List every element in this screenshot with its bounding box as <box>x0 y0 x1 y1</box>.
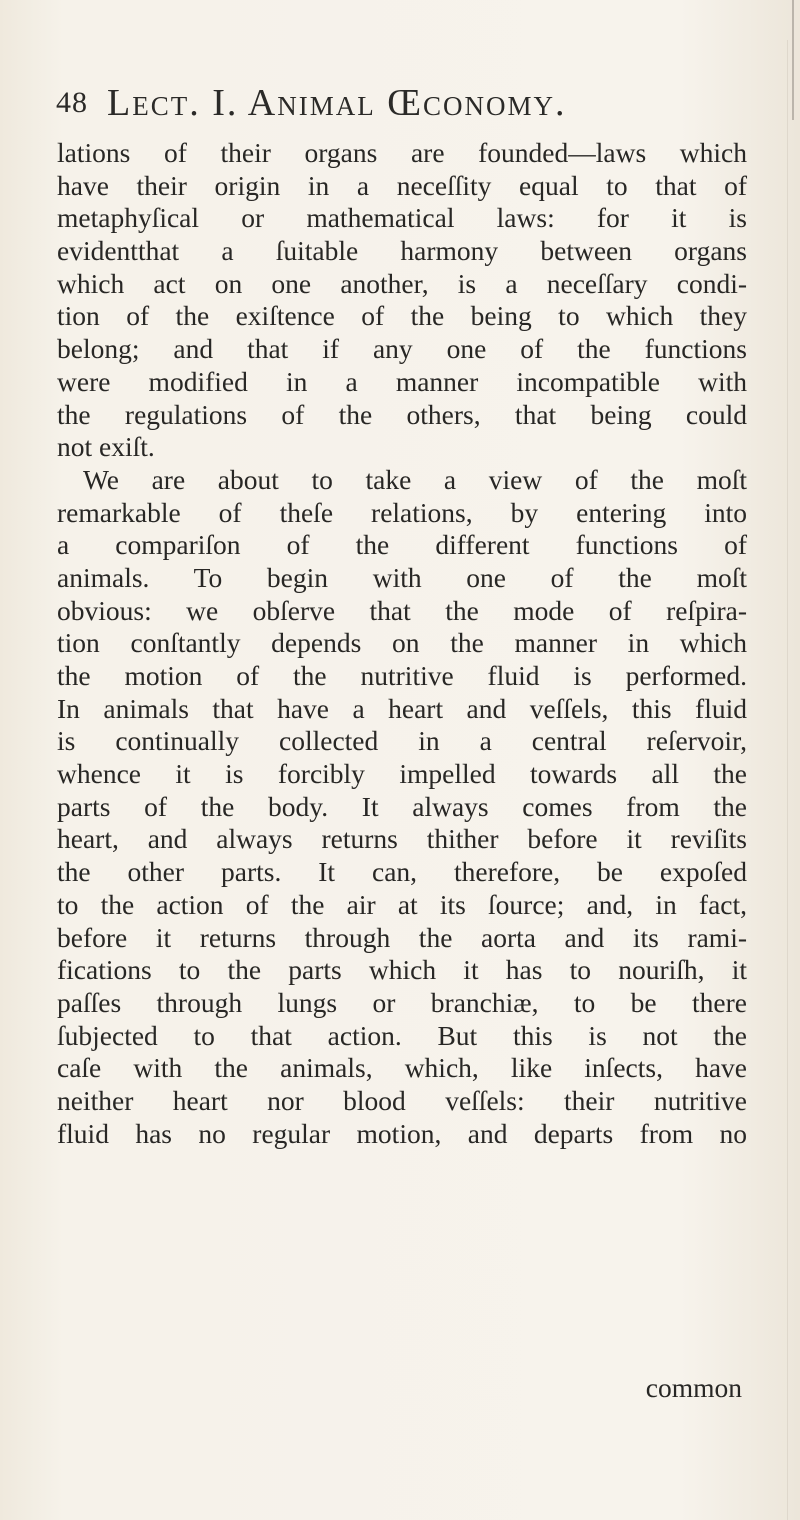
text-line: paſſes through lungs or branchiæ, to be there <box>57 986 747 1018</box>
text-line: before it returns through the aorta and its rami- <box>57 921 747 953</box>
page-edge <box>792 0 794 120</box>
text-line: parts of the body. It always comes from the <box>57 790 747 822</box>
text-line: neither heart nor blood veſſels: their nutritive <box>57 1084 747 1116</box>
text-line: a compariſon of the different functions of <box>57 529 747 561</box>
text-line: not exiſt. <box>57 431 155 463</box>
catchword: common <box>645 1372 742 1403</box>
text-line: caſe with the animals, which, like inſects, have <box>57 1052 747 1084</box>
text-line: the regulations of the others, that being could <box>57 398 747 430</box>
text-line: tion conſtantly depends on the manner in which <box>57 627 747 659</box>
text-line: whence it is forcibly impelled towards all the <box>57 758 747 790</box>
text-line: is continually collected in a central reſervoir, <box>57 725 747 757</box>
text-line: animals. To begin with one of the moſt <box>57 561 747 593</box>
running-head: Lect. I. Animal Œconomy. <box>107 82 567 124</box>
text-line: remarkable of theſe relations, by entering into <box>57 496 747 528</box>
page-edge-shadow <box>787 40 788 1520</box>
page-header <box>56 82 756 138</box>
text-line: In animals that have a heart and veſſels, this fluid <box>57 692 747 724</box>
text-line: tion of the exiſtence of the being to which they <box>57 300 747 332</box>
text-line: fluid has no regular motion, and departs from no <box>57 1117 747 1149</box>
text-line: to the action of the air at its ſource; and, in fact, <box>57 888 747 920</box>
text-line: evidentthat a ſuitable harmony between organs <box>57 235 747 267</box>
text-line: obvious: we obſerve that the mode of reſpira- <box>57 594 747 626</box>
text-line: which act on one another, is a neceſſary condi- <box>57 267 747 299</box>
text-line: metaphyſical or mathematical laws: for it is <box>57 202 747 234</box>
text-line: the motion of the nutritive fluid is performed. <box>57 660 747 691</box>
text-line: were modified in a manner incompatible with <box>57 365 747 397</box>
page-number: 48 <box>56 86 88 119</box>
text-line: fications to the parts which it has to nouriſh, it <box>57 954 747 986</box>
text-line: heart, and always returns thither before it reviſits <box>57 823 747 855</box>
text-line: belong; and that if any one of the functions <box>57 333 747 365</box>
text-line: lations of their organs are founded—laws which <box>57 137 747 168</box>
text-line: ſubjected to that action. But this is not the <box>57 1019 747 1051</box>
text-line: the other parts. It can, therefore, be expoſed <box>57 856 747 888</box>
text-line: have their origin in a neceſſity equal to that of <box>57 169 747 201</box>
paragraph-start-line: We are about to take a view of the moſt <box>83 463 747 495</box>
body-text <box>57 137 747 1150</box>
